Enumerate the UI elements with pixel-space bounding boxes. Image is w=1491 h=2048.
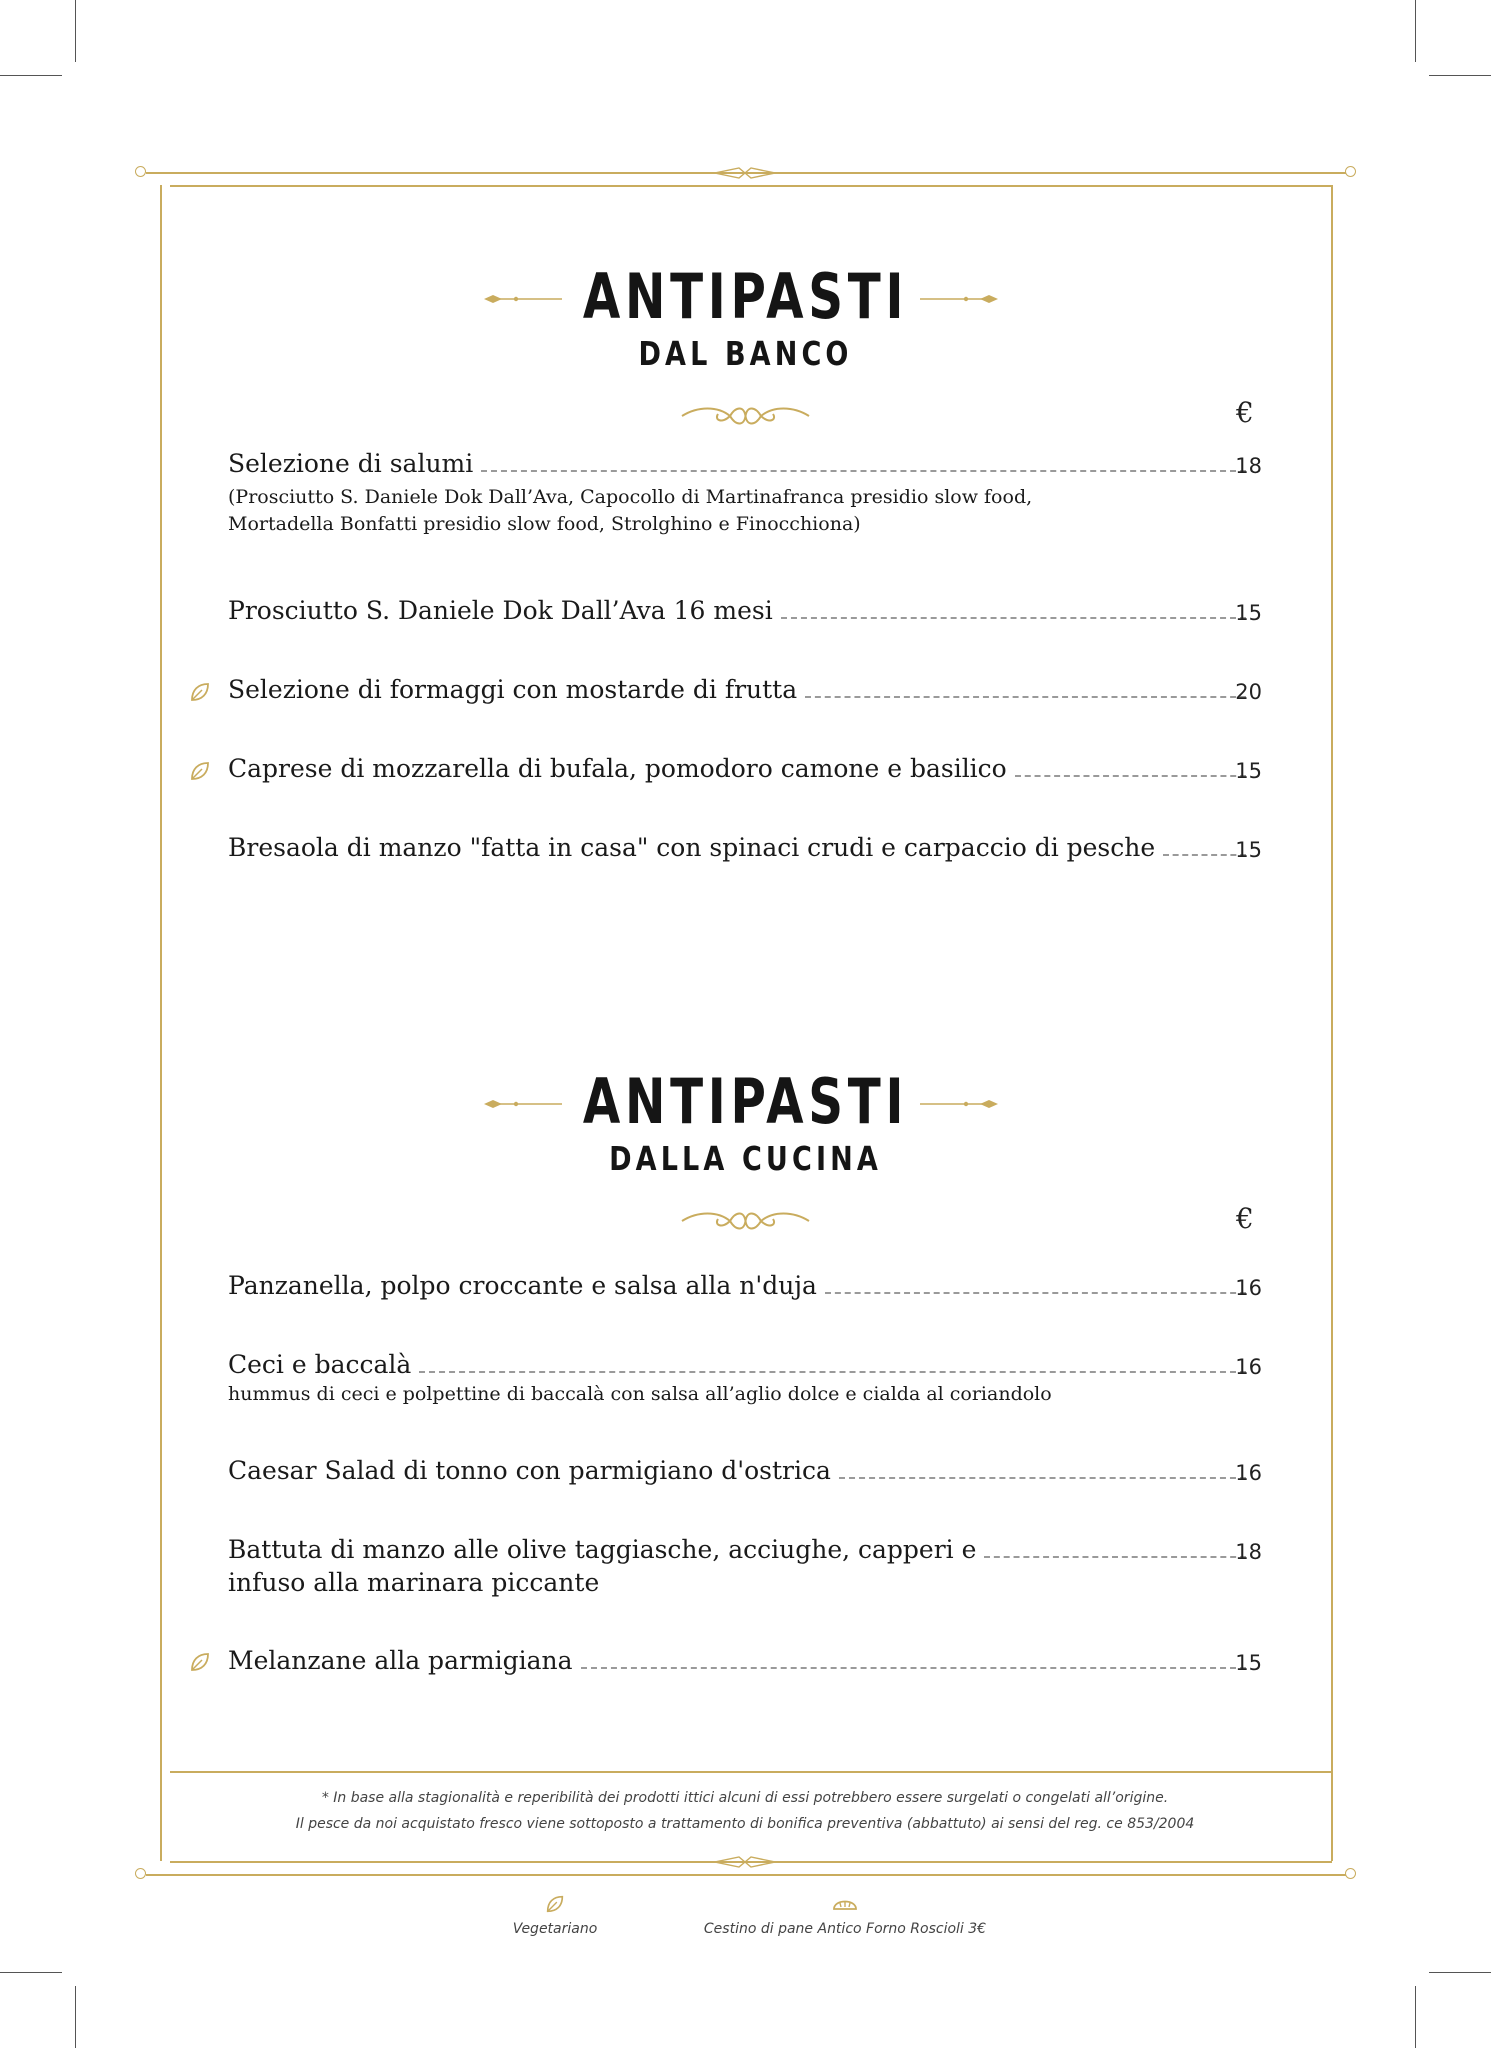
corner-ornament xyxy=(135,166,146,177)
section-subtitle: DAL BANCO xyxy=(638,334,853,373)
dot-leader xyxy=(481,470,1246,472)
legend-label: Cestino di pane Antico Forno Roscioli 3€ xyxy=(703,1921,987,1937)
menu-item xyxy=(228,446,1262,538)
item-price: 16 xyxy=(1235,1355,1262,1379)
item-name: Bresaola di manzo "fatta in casa" con spinaci crudi e carpaccio di pesche xyxy=(228,832,1163,864)
leaf-icon xyxy=(188,759,212,783)
title-ornament-right xyxy=(920,292,998,306)
currency-label: € xyxy=(1236,396,1254,429)
bread-icon xyxy=(832,1893,858,1915)
frame-top-ornament xyxy=(715,166,775,180)
currency-label: € xyxy=(1236,1202,1254,1235)
legend-vegetarian xyxy=(470,1893,640,1937)
dot-leader xyxy=(825,1292,1246,1294)
menu-item xyxy=(228,1268,1262,1302)
item-price: 15 xyxy=(1235,601,1262,625)
dot-leader xyxy=(839,1477,1246,1479)
item-price: 18 xyxy=(1235,1540,1262,1564)
crop-mark xyxy=(1415,1986,1416,2048)
section-title: ANTIPASTI xyxy=(582,260,909,333)
menu-item xyxy=(228,1532,1262,1600)
menu-item xyxy=(228,830,1262,864)
item-price: 18 xyxy=(1235,454,1262,478)
item-name: Caesar Salad di tonno con parmigiano d'ostrica xyxy=(228,1455,839,1487)
description-line: hummus di ceci e polpettine di baccalà con salsa all’aglio dolce e cialda al coriandolo xyxy=(228,1383,1052,1405)
item-description xyxy=(228,484,1262,538)
section-subtitle: DALLA CUCINA xyxy=(609,1139,882,1178)
title-ornament-left xyxy=(484,292,562,306)
dot-leader xyxy=(781,617,1246,619)
menu-item xyxy=(228,1453,1262,1487)
flourish-ornament xyxy=(678,1207,813,1235)
crop-mark xyxy=(1429,1972,1491,1973)
section-title: ANTIPASTI xyxy=(582,1065,909,1138)
legend-label: Vegetariano xyxy=(512,1921,598,1937)
item-name: Melanzane alla parmigiana xyxy=(228,1645,581,1677)
frame-bottom-ornament xyxy=(715,1855,775,1869)
menu-item xyxy=(228,672,1262,706)
menu-item xyxy=(228,593,1262,627)
corner-ornament xyxy=(1345,1868,1356,1879)
item-price: 16 xyxy=(1235,1276,1262,1300)
flourish-ornament xyxy=(678,402,813,430)
description-line: Mortadella Bonfatti presidio slow food, Strolghino e Finocchiona) xyxy=(228,513,861,535)
item-name-continued: infuso alla marinara piccante xyxy=(228,1568,600,1597)
item-description xyxy=(228,1381,1262,1408)
leaf-icon xyxy=(544,1893,566,1915)
menu-item xyxy=(228,751,1262,785)
item-name: Battuta di manzo alle olive taggiasche, acciughe, capperi e xyxy=(228,1534,984,1566)
crop-mark xyxy=(75,1986,76,2048)
crop-mark xyxy=(75,0,76,62)
dot-leader xyxy=(984,1556,1246,1558)
footnote-line: Il pesce da noi acquistato fresco viene sottoposto a trattamento di bonifica preventiva (abbattuto) ai sensi del reg. ce 853/2004 xyxy=(295,1816,1195,1832)
item-price: 15 xyxy=(1235,1651,1262,1675)
item-name: Prosciutto S. Daniele Dok Dall’Ava 16 mesi xyxy=(228,595,781,627)
item-price: 15 xyxy=(1235,759,1262,783)
dot-leader xyxy=(805,696,1246,698)
leaf-icon xyxy=(188,680,212,704)
crop-mark xyxy=(1429,75,1491,76)
crop-mark xyxy=(1415,0,1416,62)
corner-ornament xyxy=(135,1868,146,1879)
dot-leader xyxy=(1163,854,1246,856)
item-name: Panzanella, polpo croccante e salsa alla n'duja xyxy=(228,1270,825,1302)
section-heading-dal-banco xyxy=(0,262,1491,374)
title-ornament-left xyxy=(484,1097,562,1111)
fish-disclaimer xyxy=(140,1785,1350,1837)
crop-mark xyxy=(0,1972,62,1973)
section-heading-dalla-cucina xyxy=(0,1067,1491,1179)
item-price: 16 xyxy=(1235,1461,1262,1485)
description-line: (Prosciutto S. Daniele Dok Dall’Ava, Capocollo di Martinafranca presidio slow food, xyxy=(228,486,1033,508)
corner-ornament xyxy=(1345,166,1356,177)
dot-leader xyxy=(581,1667,1246,1669)
item-price: 20 xyxy=(1235,680,1262,704)
item-price: 15 xyxy=(1235,838,1262,862)
item-name: Caprese di mozzarella di bufala, pomodoro camone e basilico xyxy=(228,753,1015,785)
item-name: Selezione di salumi xyxy=(228,448,481,480)
menu-item xyxy=(228,1347,1262,1408)
title-ornament-right xyxy=(920,1097,998,1111)
menu-item xyxy=(228,1643,1262,1677)
dot-leader xyxy=(419,1371,1246,1373)
item-name: Selezione di formaggi con mostarde di frutta xyxy=(228,674,805,706)
footnote-line: * In base alla stagionalità e reperibilità dei prodotti ittici alcuni di essi potrebbero essere surgelati o congelati all’origine. xyxy=(321,1790,1169,1806)
item-name: Ceci e baccalà xyxy=(228,1349,419,1381)
crop-mark xyxy=(0,75,62,76)
legend-bread xyxy=(680,1893,1010,1937)
leaf-icon xyxy=(188,1650,212,1674)
dot-leader xyxy=(1015,775,1246,777)
